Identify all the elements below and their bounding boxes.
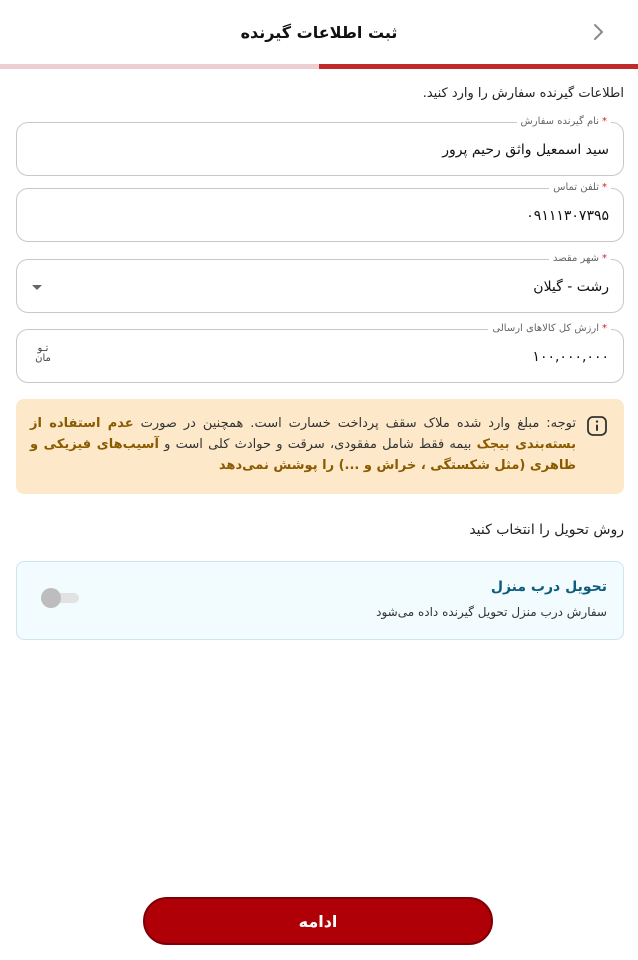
caret-down-icon[interactable] <box>31 282 43 292</box>
progress-bar-fill <box>319 64 638 69</box>
home-delivery-toggle[interactable] <box>41 588 81 608</box>
currency-unit: تـو مان <box>35 343 51 364</box>
phone-field[interactable] <box>16 182 624 242</box>
recipient-name-field[interactable] <box>16 116 624 176</box>
required-mark: * <box>602 116 607 127</box>
goods-value-label: *ارزش کل کالاهای ارسالی <box>488 322 611 336</box>
phone-label: *تلفن تماس <box>549 181 611 195</box>
required-mark: * <box>602 182 607 193</box>
info-icon <box>586 415 608 437</box>
recipient-name-input[interactable]: سید اسمعیل واثق رحیم پرور <box>442 142 609 158</box>
home-delivery-title: تحویل درب منزل <box>490 579 607 595</box>
phone-input[interactable]: ۰۹۱۱۱۳۰۷۳۹۵ <box>526 208 609 224</box>
destination-city-select[interactable] <box>16 253 624 313</box>
home-delivery-option[interactable] <box>16 561 624 640</box>
notice-text: توجه: مبلغ وارد شده ملاک سقف پرداخت خسارت است. همچنین در صورت عدم استفاده از بسته‌بندی بیجک بیمه فقط شامل مفقودی، سرقت و حوادث کلی است و آسیب‌های فیزیکی و ظاهری (مثل شکستگی ، خراش و ...) را پوشش نمی‌دهد <box>30 416 576 473</box>
delivery-section-title: روش تحویل را انتخاب کنید <box>469 522 624 538</box>
page-title: ثبت اطلاعات گیرنده <box>240 22 398 42</box>
required-mark: * <box>602 323 607 334</box>
chevron-right-icon <box>592 23 604 41</box>
continue-button[interactable]: ادامه <box>143 897 493 945</box>
destination-city-label: *شهر مقصد <box>549 252 611 266</box>
goods-value-input[interactable]: ۱۰۰,۰۰۰,۰۰۰ <box>532 349 609 365</box>
insurance-notice <box>16 399 624 494</box>
progress-bar <box>0 64 638 69</box>
toggle-knob <box>41 588 61 608</box>
recipient-name-label: *نام گیرنده سفارش <box>517 115 611 129</box>
goods-value-field[interactable] <box>16 323 624 383</box>
home-delivery-description: سفارش درب منزل تحویل گیرنده داده می‌شود <box>376 605 607 619</box>
app-header <box>0 0 638 64</box>
back-button[interactable] <box>588 22 608 42</box>
form-intro: اطلاعات گیرنده سفارش را وارد کنید. <box>422 86 624 101</box>
required-mark: * <box>602 253 607 264</box>
destination-city-value: رشت - گیلان <box>533 279 609 295</box>
